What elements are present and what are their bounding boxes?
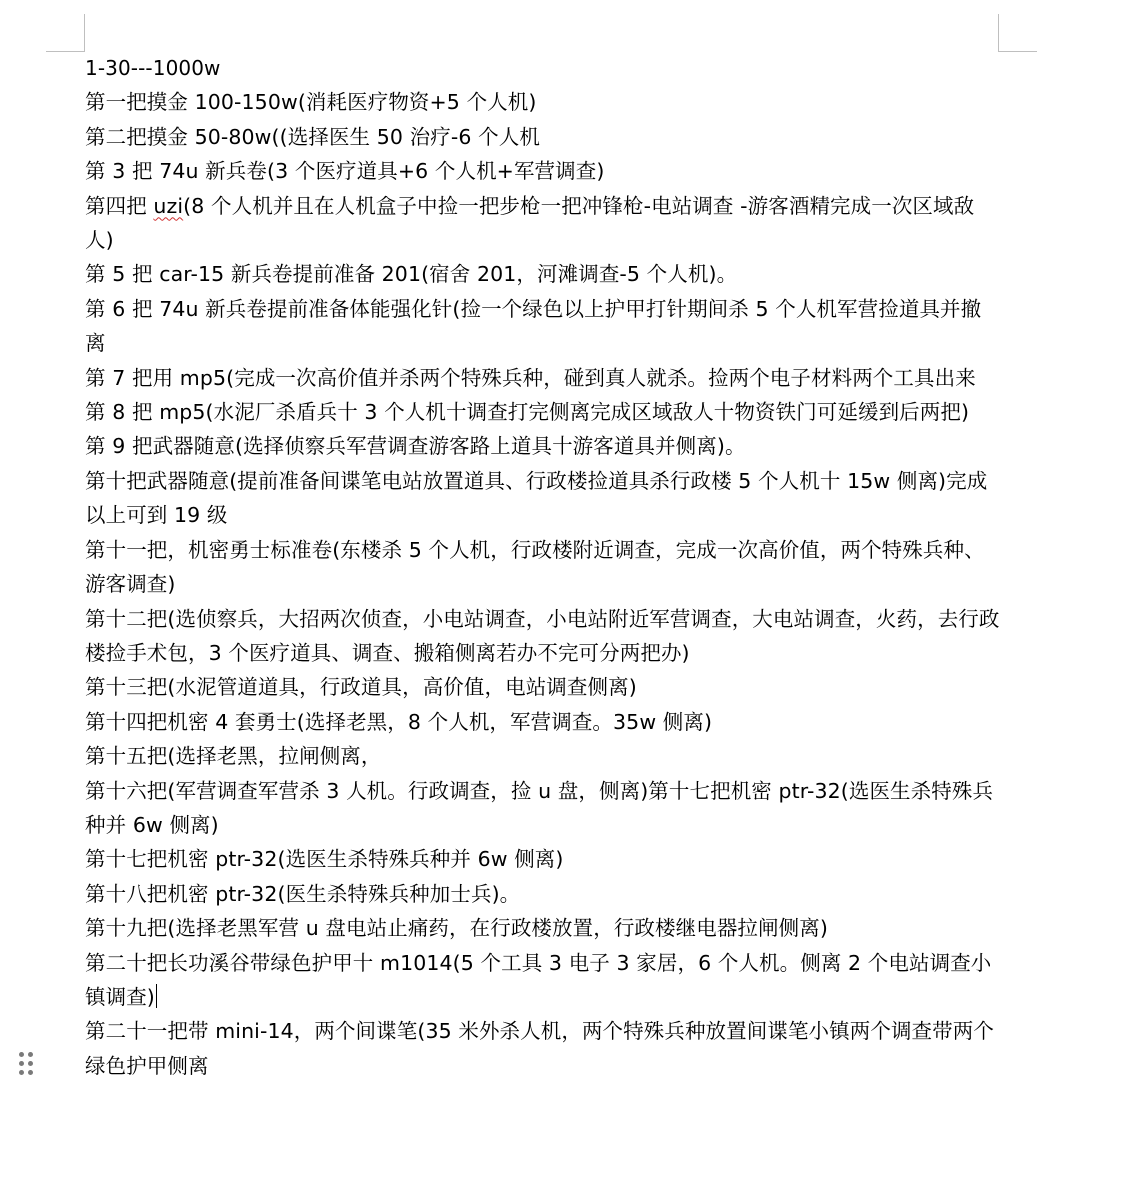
- paragraph[interactable]: 第 3 把 74u 新兵卷(3 个医疗道具+6 个人机+军营调查): [85, 159, 605, 184]
- paragraph[interactable]: 第十四把机密 4 套勇士(选择老黑，8 个人机，军营调查。35w 侧离): [85, 709, 713, 734]
- paragraph-text: 第四把: [85, 193, 154, 218]
- paragraph[interactable]: 第十八把机密 ptr-32(医生杀特殊兵种加士兵)。: [85, 881, 521, 906]
- misspelled-word[interactable]: uzi: [153, 193, 184, 218]
- paragraph-text: 第二十把长功溪谷带绿色护甲十 m1014(5 个工具 3 电子 3 家居，6 个人机。侧离 2 个电站调查小镇调查): [85, 950, 992, 1009]
- paragraph[interactable]: 第十九把(选择老黑军营 u 盘电站止痛药，在行政楼放置，行政楼继电器拉闸侧离): [85, 916, 828, 941]
- paragraph[interactable]: 第二把摸金 50-80w((选择医生 50 治疗-6 个人机: [85, 124, 540, 149]
- paragraph[interactable]: 第十把武器随意(提前准备间谍笔电站放置道具、行政楼捡道具杀行政楼 5 个人机十 15w 侧离)完成以上可到 19 级: [85, 468, 988, 528]
- paragraph[interactable]: 第十三把(水泥管道道具，行政道具，高价值，电站调查侧离): [85, 675, 637, 700]
- paragraph[interactable]: 第 8 把 mp5(水泥厂杀盾兵十 3 个人机十调查打完侧离完成区域敌人十物资铁门可延缓到后两把): [85, 400, 970, 425]
- paragraph[interactable]: 第 5 把 car-15 新兵卷提前准备 201(宿舍 201，河滩调查-5 个人机)。: [85, 262, 738, 287]
- paragraph[interactable]: 第 6 把 74u 新兵卷提前准备体能强化针(捡一个绿色以上护甲打针期间杀 5 个人机军营捡道具并撤离: [85, 296, 982, 356]
- paragraph[interactable]: 第十一把，机密勇士标准卷(东楼杀 5 个人机，行政楼附近调查，完成一次高价值，两个特殊兵种、游客调查): [85, 537, 985, 597]
- paragraph[interactable]: 第 9 把武器随意(选择侦察兵军营调查游客路上道具十游客道具并侧离)。: [85, 434, 746, 459]
- crop-mark-top-right: [998, 14, 1037, 52]
- paragraph[interactable]: 第 7 把用 mp5(完成一次高价值并杀两个特殊兵种，碰到真人就杀。捡两个电子材料两个工具出来: [85, 365, 976, 390]
- paragraph-text: (8 个人机并且在人机盒子中捡一把步枪一把冲锋枪-电站调查 -游客酒精完成一次区域敌人): [85, 193, 975, 253]
- paragraph[interactable]: [85, 189, 1001, 258]
- document-body[interactable]: [85, 51, 1001, 1083]
- paragraph[interactable]: [85, 946, 1001, 1015]
- paragraph[interactable]: 第二十一把带 mini-14，两个间谍笔(35 米外杀人机，两个特殊兵种放置间谍笔小镇两个调查带两个绿色护甲侧离: [85, 1019, 994, 1078]
- paragraph[interactable]: 第十六把(军营调查军营杀 3 人机。行政调查，捡 u 盘，侧离)第十七把机密 ptr-32(选医生杀特殊兵种并 6w 侧离): [85, 778, 994, 837]
- paragraph[interactable]: 1-30---1000w: [85, 56, 221, 80]
- paragraph[interactable]: 第十七把机密 ptr-32(选医生杀特殊兵种并 6w 侧离): [85, 847, 564, 872]
- drag-handle-icon[interactable]: [19, 1052, 35, 1076]
- paragraph[interactable]: 第十二把(选侦察兵，大招两次侦查，小电站调查，小电站附近军营调查，大电站调查，火药，去行政楼捡手术包，3 个医疗道具、调查、搬箱侧离若办不完可分两把办): [85, 606, 1000, 665]
- crop-mark-top-left: [46, 14, 85, 52]
- paragraph[interactable]: 第一把摸金 100-150w(消耗医疗物资+5 个人机): [85, 90, 537, 115]
- text-cursor: [156, 984, 158, 1008]
- paragraph[interactable]: 第十五把(选择老黑，拉闸侧离，: [85, 744, 382, 769]
